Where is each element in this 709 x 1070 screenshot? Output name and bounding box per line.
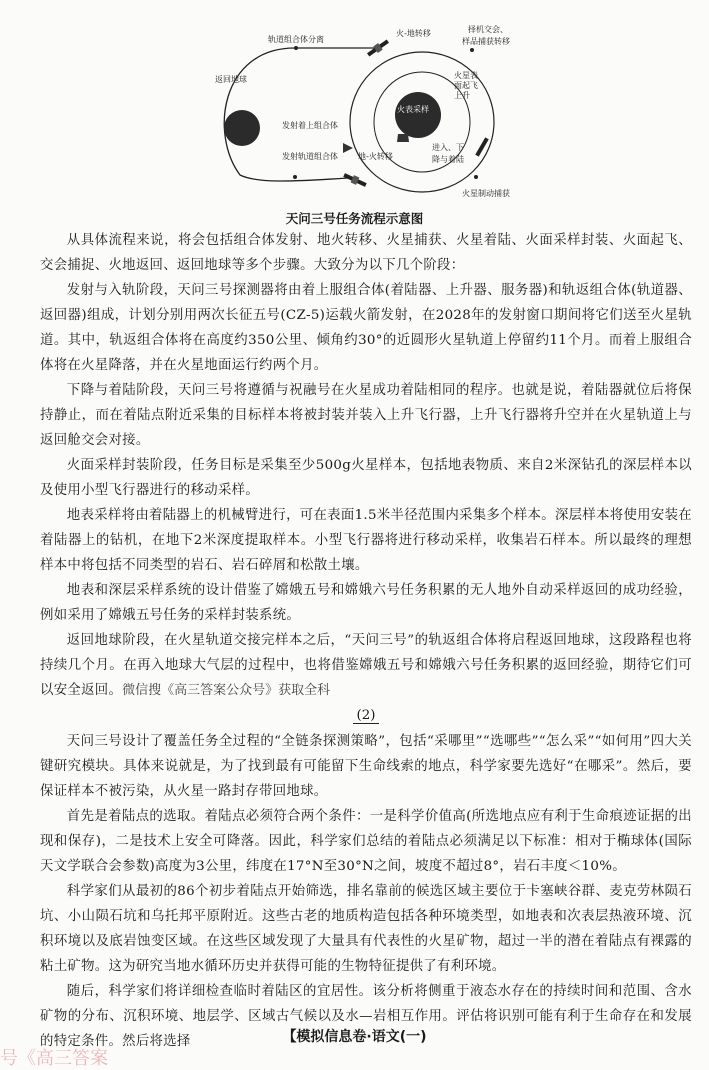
paragraph: 地表和深层采样系统的设计借鉴了嫦娥五号和嫦娥六号任务积累的无人地外自动采样返回的成功经验，例如采用了嫦娥五号任务的采样封装系统。 [40, 583, 692, 623]
label-earth-reentry: 返回地球 [215, 75, 247, 84]
lander-icon [397, 134, 409, 142]
paragraph-with-promo [40, 628, 692, 703]
orbit-node-dot [470, 48, 474, 52]
label-launch-lander: 发射着上组合体 [282, 121, 338, 130]
paragraph: 从具体流程来说，将会包括组合体发射、地火转移、火星捕获、火星着陆、火面采样封装、火面起飞、交会捕捉、火地返回、返回地球等多个步骤。大致分为以下几个阶段： [40, 233, 692, 273]
watermark: 号《高三答案 [0, 1048, 108, 1069]
label-rendezvous: 择机交会、样品捕获转移 [462, 25, 510, 46]
paragraph-text: 返回地球阶段，在火星轨道交接完样本之后，“天问三号”的轨返组合体将启程返回地球，这段路程也将持续几个月。在再入地球大气层的过程中，也将借鉴嫦娥五号和嫦娥六号任务积累的返回经验，期待它们可以安全返回。 [40, 633, 692, 698]
label-mars-ascent: 火星表面起飞上升 [454, 71, 478, 100]
label-separation: 轨道组合体分离 [268, 35, 324, 44]
paragraph: 天问三号设计了覆盖任务全过程的“全链条探测策略”，包括“采哪里”“选哪些”“怎么采”“如何用”四大关键研究模块。具体来说就是，为了找到最有可能留下生命线索的地点，科学家要先选好“在哪采”。然后，要保证样本不被污染，从火星一路封存带回地球。 [40, 734, 692, 799]
figure-caption: 天问三号任务流程示意图 [285, 211, 424, 226]
paragraph: 科学家们从最初的86个初步着陆点开始筛选，排名靠前的候选区域主要位于卡塞峡谷群、麦克劳林陨石坑、小山陨石坑和乌托邦平原附近。这些古老的地质构造包括各种环境类型，如地表和次表层热液环境、沉积环境以及底岩蚀变区域。在这些区域发现了大量具有代表性的火星矿物，超过一半的潜在着陆点有裸露的粘土矿物。这为研究当地水循环历史并获得可能的生物特征提供了有利环境。 [40, 884, 692, 974]
article-body [40, 228, 692, 1054]
label-mars-earth-transfer: 火-地转移 [396, 29, 431, 38]
label-entry-landing: 进入、下降与着陆 [432, 143, 464, 164]
paragraph: 地表采样将由着陆器上的机械臂进行，可在表面1.5米半径范围内采集多个样本。深层样本将使用安装在着陆器上的钻机，在地下2米深度提取样本。小型飞行器将进行移动采样，收集岩石样本。所以最终的理想样本中将包括不同类型的岩石、岩石碎屑和松散土壤。 [40, 508, 692, 573]
orbit-node-dot [474, 175, 478, 179]
earth-planet [224, 110, 260, 146]
label-mars-capture: 火星制动捕获 [462, 189, 510, 198]
section-number: (2) [40, 703, 692, 729]
page-footer: 【模拟信息卷·语文(一) [282, 1029, 427, 1045]
paragraph: 发射与入轨阶段，天问三号探测器将由着上服组合体(着陆器、上升器、服务器)和轨返组合体(轨道器、返回器)组成，计划分别用两次长征五号(CZ-5)运载火箭发射，在2028年的发射窗口期间将它们送至火星轨道。其中，轨返组合体将在高度约350公里、倾角约30°的近圆形火星轨道上停留约11个月。而着上服组合体将在火星降落，并在火星地面运行约两个月。 [40, 283, 692, 373]
paragraph: 火面采样封装阶段，任务目标是采集至少500g火星样本，包括地表物质、来自2米深钻孔的深层样本以及使用小型飞行器进行的移动采样。 [40, 458, 692, 498]
orbit-node-dot [294, 46, 298, 50]
spacecraft-icon-mid [343, 143, 353, 153]
promo-text: 微信搜《高三答案公众号》获取全科 [122, 683, 331, 698]
orbit-node-dot [293, 175, 297, 179]
label-mars-sampling: 火表采样 [397, 105, 429, 114]
paragraph: 随后，科学家们将详细检查临时着陆区的宜居性。该分析将侧重于液态水存在的持续时间和范围、含水矿物的分布、沉积环境、地层学、区域古气候以及水—岩相互作用。评估将识别可能有利于生命存在和发展的特定条件。然后将选择 [40, 984, 692, 1049]
mission-flow-svg [200, 20, 520, 205]
mars-planet [395, 92, 441, 138]
spacecraft-icon-bottom [342, 171, 367, 188]
label-earth-mars-transfer: 地-火转移 [358, 152, 393, 161]
paragraph: 下降与着陆阶段，天问三号将遵循与祝融号在火星成功着陆相同的程序。也就是说，着陆器就位后将保持静止，而在着陆点附近采集的目标样本将被封装并装入上升飞行器，上升飞行器将升空并在火星轨道上与返回舱交会对接。 [40, 383, 692, 448]
mission-flow-diagram [200, 20, 520, 205]
paragraph: 首先是着陆点的选取。着陆点必须符合两个条件：一是科学价值高(所选地点应有利于生命痕迹证据的出现和保存)，二是技术上安全可降落。因此，科学家们总结的着陆点必须满足以下标准：相对于椭球体(国际天文学联合会参数)高度为3公里，纬度在17°N至30°N之间，坡度不超过8°，岩石丰度＜10%。 [40, 809, 692, 874]
label-launch-orbiter: 发射轨道组合体 [282, 152, 338, 161]
